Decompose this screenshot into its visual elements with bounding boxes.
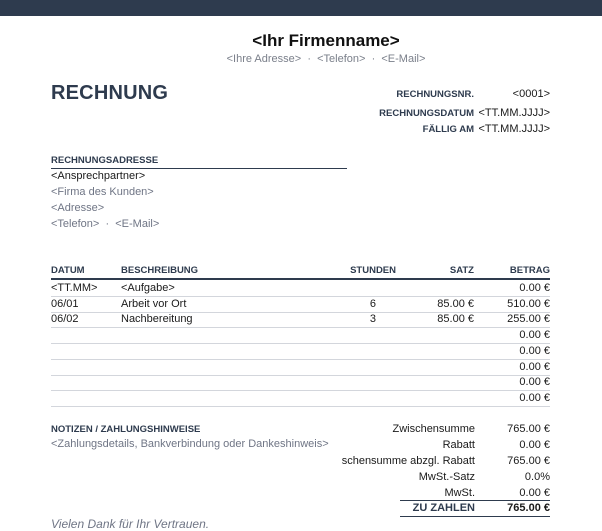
billing-address: <Adresse> [51, 202, 105, 214]
discount-value: 0.00 € [519, 439, 550, 451]
table-row [51, 327, 550, 344]
company-name: <Ihr Firmenname> [252, 31, 400, 50]
cell-amount: 0.00 € [519, 376, 550, 389]
separator-dot: · [307, 53, 311, 65]
cell-amount: 0.00 € [519, 391, 550, 404]
separator-dot: · [105, 218, 110, 230]
col-header-hours: STUNDEN [350, 265, 396, 276]
billing-contact: <Ansprechpartner> [51, 170, 146, 182]
company-phone: <Telefon> [317, 53, 366, 65]
table-row [51, 374, 550, 391]
table-row [51, 280, 550, 297]
after-discount-label: schensumme abzgl. Rabatt [341, 455, 475, 467]
invoice-number-value: <0001> [512, 88, 550, 100]
thank-you-note: Vielen Dank für Ihr Vertrauen. [51, 517, 210, 531]
col-header-date: DATUM [51, 265, 85, 276]
cell-date: 06/01 [51, 297, 79, 310]
cell-description: Arbeit vor Ort [121, 297, 187, 310]
cell-amount: 0.00 € [519, 344, 550, 357]
cell-amount: 0.00 € [519, 329, 550, 342]
cell-amount: 0.00 € [519, 360, 550, 373]
total-due-value: 765.00 € [507, 502, 550, 514]
due-date-value: <TT.MM.JJJJ> [478, 123, 550, 135]
subtotal-value: 765.00 € [507, 423, 550, 435]
subtotal-label: Zwischensumme [392, 423, 475, 435]
billing-phone: <Telefon> [51, 218, 100, 230]
tax-rate-value: 0.0% [524, 471, 550, 483]
table-row [51, 359, 550, 376]
cell-amount: 0.00 € [519, 282, 550, 294]
invoice-title: RECHNUNG [51, 82, 169, 104]
total-due-label: ZU ZAHLEN [412, 502, 475, 514]
cell-description: Nachbereitung [121, 313, 193, 326]
table-row [51, 343, 550, 360]
invoice-date-value: <TT.MM.JJJJ> [478, 107, 550, 119]
cell-rate: 85.00 € [437, 313, 474, 326]
table-row [51, 311, 550, 328]
cell-hours: 3 [369, 313, 376, 326]
tax-rate-label: MwSt.-Satz [418, 471, 475, 483]
company-contact-line [0, 53, 602, 65]
cell-description: <Aufgabe> [121, 282, 175, 294]
invoice-date-label: RECHNUNGSDATUM [379, 108, 474, 119]
cell-amount: 510.00 € [507, 297, 550, 310]
col-header-rate: SATZ [449, 265, 474, 276]
table-row [51, 390, 550, 407]
billing-email: <E-Mail> [115, 218, 160, 230]
notes-heading: NOTIZEN / ZAHLUNGSHINWEISE [51, 424, 201, 435]
col-header-description: BESCHREIBUNG [121, 265, 199, 276]
cell-date: 06/02 [51, 313, 79, 326]
separator-dot: · [371, 53, 376, 65]
table-row [51, 296, 550, 313]
cell-date: <TT.MM> [51, 282, 98, 294]
invoice-number-label: RECHNUNGSNR. [396, 89, 474, 100]
billing-heading: RECHNUNGSADRESSE [51, 155, 347, 169]
tax-value: 0.00 € [519, 487, 550, 499]
total-bottom-rule [400, 516, 550, 517]
header-bar [0, 0, 602, 16]
total-top-rule [400, 500, 550, 501]
tax-label: MwSt. [444, 487, 475, 499]
after-discount-value: 765.00 € [507, 455, 550, 467]
col-header-amount: BETRAG [509, 265, 550, 276]
company-address: <Ihre Adresse> [226, 53, 302, 65]
cell-amount: 255.00 € [507, 313, 550, 326]
billing-contact-line [51, 218, 159, 230]
company-email: <E-Mail> [381, 53, 426, 65]
due-date-label: FÄLLIG AM [422, 124, 474, 135]
discount-label: Rabatt [442, 439, 475, 451]
billing-company: <Firma des Kunden> [51, 186, 154, 198]
cell-hours: 6 [369, 297, 376, 310]
cell-rate: 85.00 € [437, 297, 474, 310]
notes-text: <Zahlungsdetails, Bankverbindung oder Dankeshinweis> [51, 438, 329, 450]
